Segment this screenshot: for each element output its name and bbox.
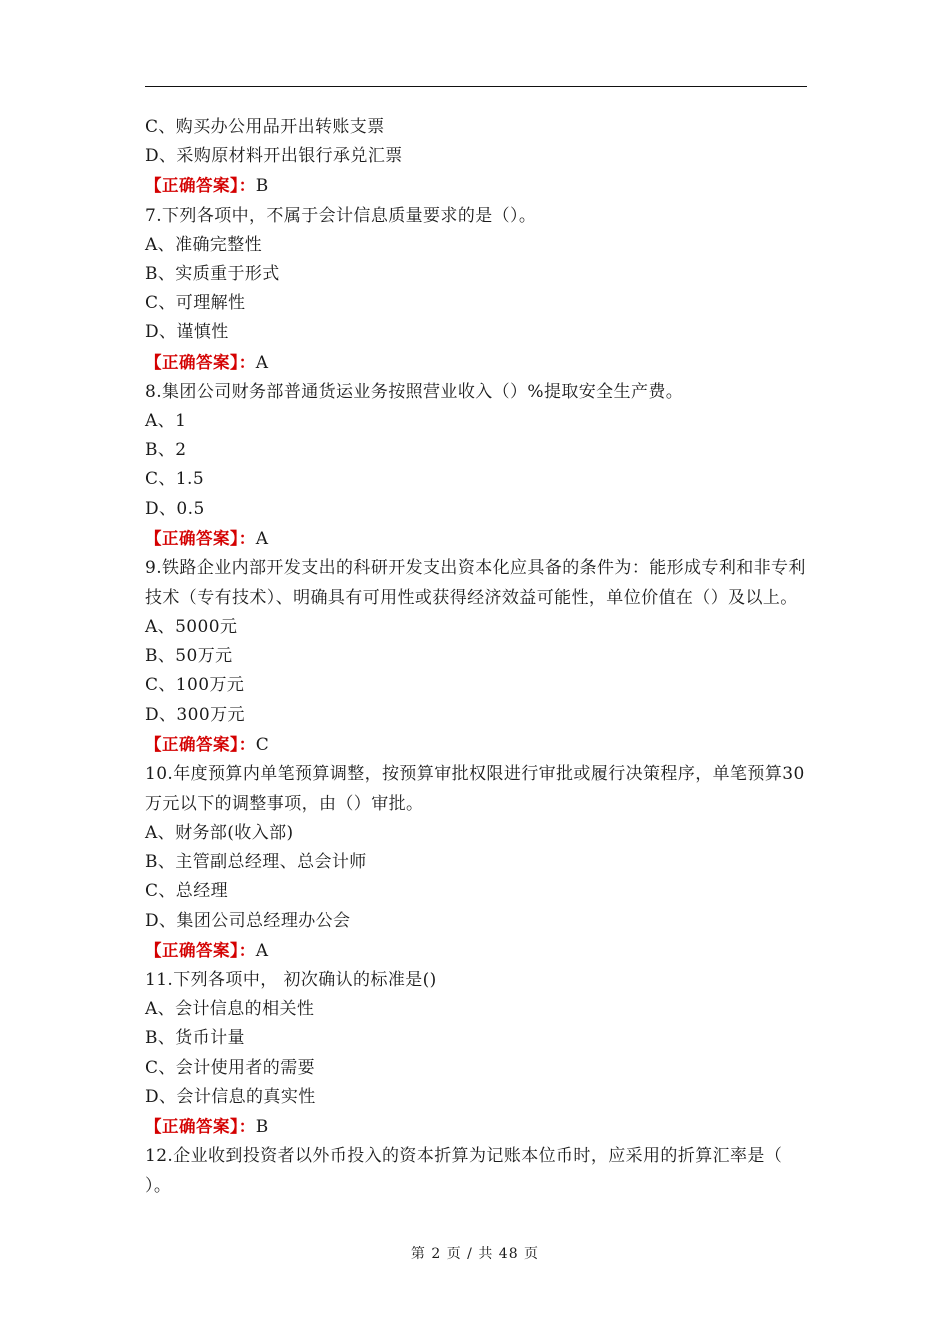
- answer-value: B: [255, 176, 269, 197]
- question-text: 9.铁路企业内部开发支出的科研开发支出资本化应具备的条件为：能形成专利和非专利技术（专有技术）、明确具有可用性或获得经济效益可能性，单位价值在（）及以上。: [145, 558, 806, 608]
- answer-line: [145, 524, 810, 554]
- answer-value: B: [255, 1117, 269, 1138]
- option-line: A、5000元: [145, 617, 238, 638]
- option-line: A、1: [145, 411, 187, 432]
- answer-label: 【正确答案】：: [145, 528, 256, 548]
- answer-label: 【正确答案】：: [145, 1117, 256, 1137]
- option-line: A、财务部(收入部): [145, 823, 294, 844]
- question-text: 12.企业收到投资者以外币投入的资本折算为记账本位币时，应采用的折算汇率是（ ）。: [145, 1146, 783, 1196]
- answer-value: A: [255, 940, 269, 961]
- question-text: 8.集团公司财务部普通货运业务按照营业收入（）%提取安全生产费。: [145, 381, 684, 402]
- answer-value: A: [255, 352, 269, 373]
- answer-label: 【正确答案】：: [145, 176, 256, 196]
- answer-label: 【正确答案】：: [145, 734, 256, 754]
- option-line: B、50万元: [145, 646, 233, 667]
- option-line: C、总经理: [145, 881, 229, 902]
- option-line: D、300万元: [145, 704, 245, 725]
- option-line: D、集团公司总经理办公会: [145, 910, 351, 931]
- answer-line: [145, 1112, 810, 1142]
- answer-label: 【正确答案】：: [145, 940, 256, 960]
- option-line: A、准确完整性: [145, 234, 263, 255]
- header-rule: [145, 86, 807, 87]
- answer-line: [145, 171, 810, 201]
- answer-value: C: [255, 734, 270, 755]
- question-text: 10.年度预算内单笔预算调整，按预算审批权限进行审批或履行决策程序，单笔预算30万元以下的调整事项，由（）审批。: [145, 764, 805, 814]
- answer-label: 【正确答案】：: [145, 352, 256, 372]
- option-line: C、会计使用者的需要: [145, 1057, 316, 1078]
- page-footer: 第 2 页 / 共 48 页: [410, 1246, 540, 1262]
- option-line: C、购买办公用品开出转账支票: [145, 117, 385, 137]
- option-line: B、主管副总经理、总会计师: [145, 852, 367, 873]
- option-line: D、会计信息的真实性: [145, 1086, 316, 1107]
- answer-line: [145, 348, 810, 378]
- question-text: 11.下列各项中， 初次确认的标准是(): [145, 970, 437, 991]
- option-line: B、2: [145, 440, 187, 461]
- option-line: A、会计信息的相关性: [145, 999, 315, 1020]
- option-line: D、0.5: [145, 498, 205, 519]
- option-line: C、可理解性: [145, 293, 246, 314]
- answer-value: A: [255, 528, 269, 549]
- question-text: 7.下列各项中，不属于会计信息质量要求的是（）。: [145, 205, 537, 226]
- option-line: D、谨慎性: [145, 322, 229, 343]
- option-line: C、1.5: [145, 469, 205, 490]
- option-line: B、货币计量: [145, 1028, 245, 1049]
- option-line: C、100万元: [145, 675, 245, 696]
- option-line: D、采购原材料开出银行承兑汇票: [145, 146, 403, 167]
- answer-line: [145, 730, 810, 760]
- document-body: [145, 113, 810, 1201]
- answer-line: [145, 936, 810, 966]
- option-line: B、实质重于形式: [145, 264, 280, 285]
